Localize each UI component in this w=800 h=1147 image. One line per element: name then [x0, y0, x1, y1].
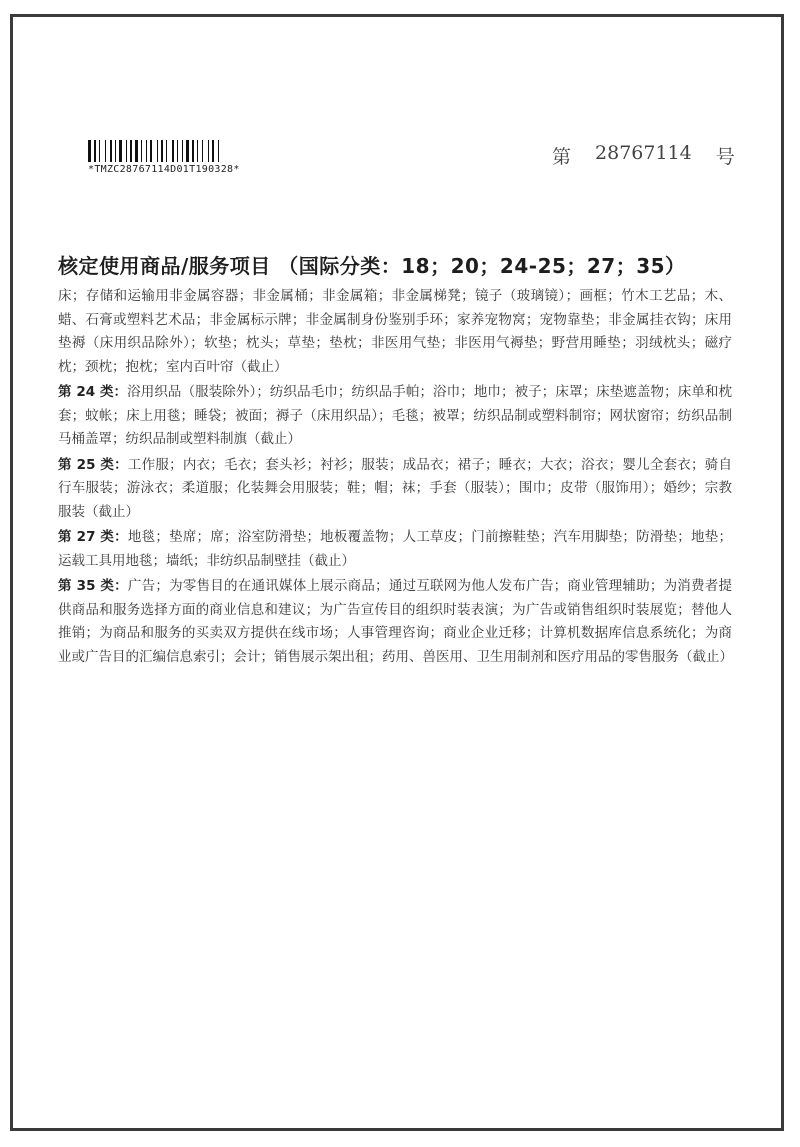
barcode-bar: [110, 140, 112, 162]
barcode-bar: [199, 140, 201, 162]
class-20-paragraph: [58, 285, 732, 379]
barcode-bar: [220, 140, 223, 162]
barcode-bar: [215, 140, 217, 162]
barcode-bar: [105, 140, 106, 162]
barcode-bar: [141, 140, 142, 162]
barcode-bar: [202, 140, 203, 162]
barcode-bar: [195, 140, 196, 162]
class-27-paragraph: [58, 526, 732, 573]
barcode-bar: [133, 140, 134, 162]
class-label: 第 27 类：: [58, 529, 128, 545]
barcode-bar: [208, 140, 209, 162]
barcode-bar: [119, 140, 122, 162]
barcode-bar: [135, 140, 138, 162]
barcode-bar: [184, 140, 185, 162]
barcode-bar: [204, 140, 207, 162]
barcode-bar: [123, 140, 125, 162]
barcode-bar: [150, 140, 152, 162]
barcode-bar: [161, 140, 163, 162]
barcode-bar: [146, 140, 147, 162]
barcode-bar: [177, 140, 178, 162]
doc-number-prefix: 第: [552, 146, 572, 168]
barcode-bar: [166, 140, 167, 162]
barcode-bar: [139, 140, 140, 162]
barcode-bar: [197, 140, 198, 162]
class-items: 浴用织品（服装除外）；纺织品毛巾；纺织品手帕；浴巾；地巾；被子；床罩；床垫遮盖物；床单和枕套；蚊帐；床上用毯；睡袋；被面；褥子（床用织品）；毛毯；被罩；纺织品制或塑料制帘；网状窗帘；纺织品制马桶盖罩；纺织品制或塑料制旗（截止）: [58, 384, 733, 447]
barcode-bar: [101, 140, 104, 162]
barcode-image: [88, 140, 278, 162]
barcode-bar: [94, 140, 96, 162]
barcode-bar: [182, 140, 183, 162]
barcode-bar: [99, 140, 100, 162]
barcode-bar: [192, 140, 194, 162]
barcode-bar: [153, 140, 156, 162]
barcode-bar: [164, 140, 165, 162]
barcode-bar: [159, 140, 160, 162]
barcode-bar: [168, 140, 171, 162]
class-25-paragraph: [58, 454, 732, 525]
class-label: 第 24 类：: [58, 384, 128, 400]
barcode-bar: [115, 140, 116, 162]
barcode-bar: [210, 140, 211, 162]
barcode-bar: [186, 140, 189, 162]
barcode-bar: [157, 140, 158, 162]
barcode-bar: [107, 140, 109, 162]
barcode-bar: [113, 140, 114, 162]
barcode-bar: [97, 140, 98, 162]
class-items: 工作服；内衣；毛衣；套头衫；衬衫；服装；成品衣；裙子；睡衣；大衣；浴衣；婴儿全套衣；骑自行车服装；游泳衣；柔道服；化装舞会用服装；鞋；帽；袜；手套（服装）；围巾；皮带（服饰用）；婚纱；宗教服装（截止）: [58, 456, 733, 520]
doc-number-suffix: 号: [715, 146, 735, 168]
barcode-block: [88, 140, 278, 175]
class-label: 第 35 类：: [58, 578, 128, 594]
class-35-paragraph: [58, 575, 732, 669]
barcode-bar: [175, 140, 176, 162]
barcode-bar: [179, 140, 181, 162]
barcode-bar: [190, 140, 191, 162]
class-24-paragraph: [58, 381, 732, 452]
barcode-bar: [212, 140, 214, 162]
document-number: [552, 142, 735, 169]
approved-goods-services: [58, 250, 732, 671]
barcode-bar: [126, 140, 127, 162]
class-items: 床；存储和运输用非金属容器；非金属桶；非金属箱；非金属梯凳；镜子（玻璃镜）；画框；竹木工艺品；木、蜡、石膏或塑料艺术品；非金属标示牌；非金属制身份鉴别手环；家养宠物窝；宠物靠垫；非金属挂衣钩；床用垫褥（床用织品除外）；软垫；枕头；草垫；垫枕；非医用气垫；非医用气褥垫；野营用睡垫；羽绒枕头；磁疗枕；颈枕；抱枕；室内百叶帘（截止）: [58, 288, 732, 375]
class-items: 地毯；垫席；席；浴室防滑垫；地板覆盖物；人工草皮；门前擦鞋垫；汽车用脚垫；防滑垫；地垫；运载工具用地毯；墙纸；非纺织品制壁挂（截止）: [58, 529, 733, 569]
barcode-bar: [130, 140, 132, 162]
class-items: 广告；为零售目的在通讯媒体上展示商品；通过互联网为他人发布广告；商业管理辅助；为消费者提供商品和服务选择方面的商业信息和建议；为广告宣传目的组织时装表演；为广告或销售组织时装展览；替他人推销；为商品和服务的买卖双方提供在线市场；人事管理咨询；商业企业迁移；计算机数据库信息系统化；为商业或广告目的汇编信息索引；会计；销售展示架出租；药用、兽医用、卫生用制剂和医疗用品的零售服务（截止）: [58, 578, 733, 665]
section-heading: 核定使用商品/服务项目 （国际分类：18；20；24-25；27；35）: [58, 254, 686, 278]
barcode-bar: [92, 140, 93, 162]
barcode-text: *TMZC28767114D01T190328*: [88, 164, 240, 175]
barcode-bar: [88, 140, 91, 162]
barcode-bar: [143, 140, 145, 162]
doc-number-value: 28767114: [595, 142, 692, 164]
barcode-bar: [172, 140, 174, 162]
barcode-bar: [117, 140, 118, 162]
barcode-bar: [128, 140, 129, 162]
barcode-bar: [218, 140, 219, 162]
barcode-bar: [148, 140, 149, 162]
class-label: 第 25 类：: [58, 456, 128, 473]
